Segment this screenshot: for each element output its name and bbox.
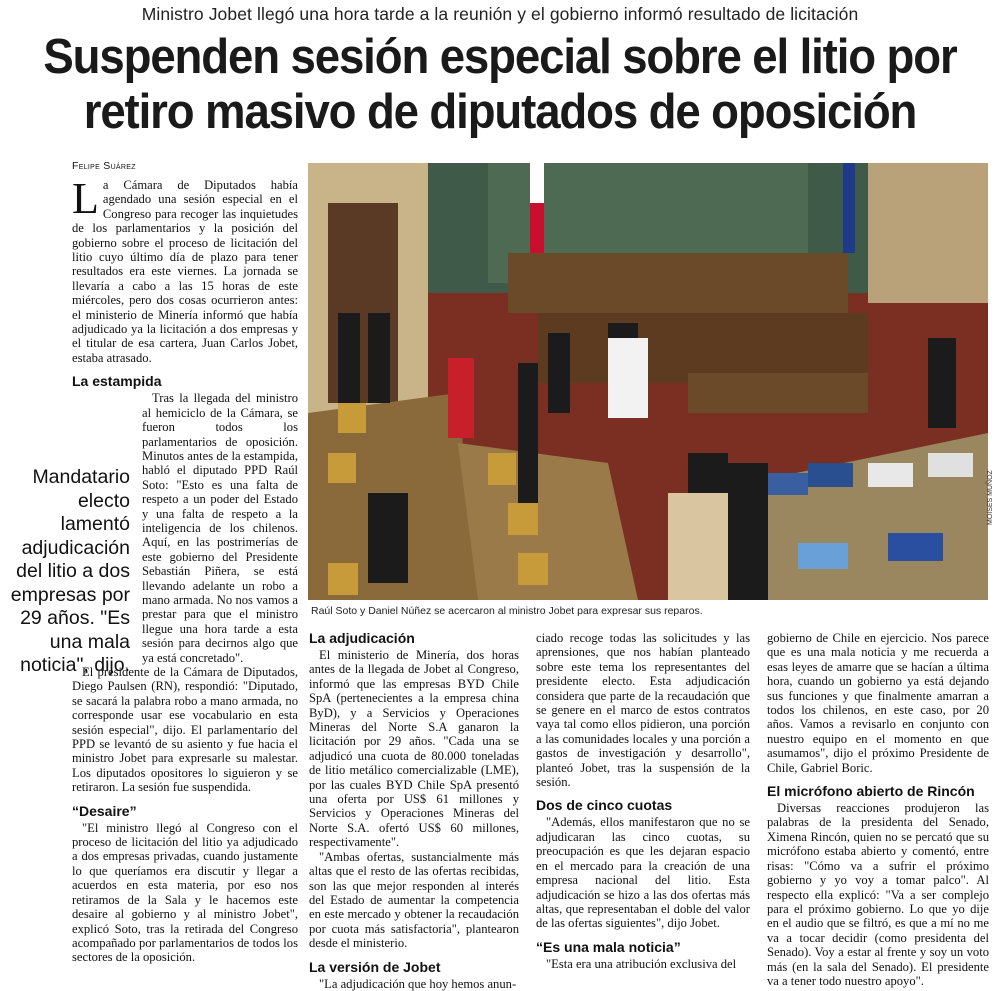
subhead-estampida: La estampida [72,373,162,390]
paragraph: Diversas reacciones produjeron las palabras de la presidenta del Senado, Ximena Rincón, quien no se percató que su micrófono estaba abierto y comentó, entre risas: "Cómo va a sufrir el próximo gobierno y yo voy a tomar palco". Al respecto ella explicó: "Va a ser complejo para el próximo gobierno. Lo que yo dije en el audio que se filtró, es que a mí no me va a tocar decidir (como presidenta del Senado). Voy a estar al frente y soy un voto más (en la sala del Senado). El presidente va a tener todo nuestro apoyo". [767,801,989,988]
paragraph: El ministerio de Minería, dos horas antes de la llegada de Jobet al Congreso, informó que las empresas BYD Chile SpA (pertenecientes a la empresa china ByD), y a Servicios y Operaciones Mineras del Norte S.A ganaron la licitación por 29 años. "Cada una se adjudicó una cuota de 80.000 toneladas de litio metálico comercializable (LME), por las cuales BYD Chile SpA presentó una oferta por US$ 61 millones y Servicios y Operaciones Mineras del Norte S.A. ofertó US$ 60 millones, respectivamente". [309,648,519,850]
paragraph: El presidente de la Cámara de Diputados, Diego Paulsen (RN), respondió: "Diputado, se sacará la palabra robo a mano armada, no corresponde usar ese vocabulario en esta sesión especial", dijo. El parlamentario del PPD se levantó de su asiento y fue hacia el ministro Jobet para expresarle su malestar. Los diputados opositores lo siguieron y se retiraron. La sesión fue suspendida. [72,665,298,795]
drop-cap: L [72,174,99,223]
subhead-desaire: “Desaire” [72,802,137,819]
paragraph: "Además, ellos manifestaron que no se adjudicaran las cinco cuotas, su preocupación es que les dejaran espacio en el mercado para la creación de una empresa nacional del litio. Esta adjudicación se hizo a las dos ofertas más altas, que representaban el doble del valor de las ofertas siguientes", dijo Jobet. [536,815,750,931]
chamber-photo [308,163,988,600]
subhead-version-jobet: La versión de Jobet [309,958,441,975]
paragraph: "El ministro llegó al Congreso con el proceso de licitación del litio ya adjudicado a dos empresas privadas, cuando justamente lo que queríamos era discutir y llegar a acuerdos en esta materia, por eso nos retiramos de la Sala y le hacemos este desaire al gobierno y al ministro Jobet", explicó Soto, tras la retirada del Congreso acompañado por parlamentarios de todos los sectores de la oposición. [72,820,298,965]
paragraph: "La adjudicación que hoy hemos anun- [319,976,517,991]
headline: Suspenden sesión especial sobre el litio por retiro masivo de diputados de oposición [43,30,957,139]
paragraph: gobierno de Chile en ejercicio. Nos parece que es una mala noticia y me recuerda a esas leyes de amarre que se hacían a última hora, cuando un gobierno ya está dejando sus funciones y que finalmente amarran a todos los chilenos, en este caso, por 20 años. Vamos a revisarlo en conjunto con nuestro equipo en el momento en que asumamos", dijo el próximo Presidente de Chile, Gabriel Boric. [767,631,989,775]
subhead-mala-noticia: “Es una mala noticia” [536,938,681,955]
subhead-microfono: El micrófono abierto de Rincón [767,783,975,800]
article-column-3 [536,631,750,971]
photo-illustration [308,163,988,600]
pull-quote: Mandatario electo lamentó adjudicación del litio a dos empresas por 29 años. "Es una mala noticia", dijo. [10,466,130,676]
paragraph: "Esta era una atribución exclusiva del [546,956,737,971]
photo-credit: MOISES MUÑOZ [987,470,994,525]
paragraph: Tras la llegada del ministro al hemiciclo de la Cámara, se fueron todos los parlamentarios de oposición. Minutos antes de la estampida, habló el diputado PPD Raúl Soto: "Esto es una falta de respeto a un poder del Estado y una falta de respeto a la inteligencia de los chilenos. Aquí, en las postrimerías de este gobierno del Presidente Sebastián Piñera, se está llevando adelante un robo a mano armada. No nos vamos a prestar para que el ministro llegue una hora tarde a esta sesión para decirnos algo que ya está concretado". [142,391,298,665]
byline: Felipe Suárez [72,160,136,172]
article-column-2 [309,627,519,991]
article-column-4 [767,631,989,988]
subhead-dos-cuotas: Dos de cinco cuotas [536,797,673,814]
photo-caption: Raúl Soto y Daniel Núñez se acercaron al ministro Jobet para expresar sus reparos. [311,605,703,617]
kicker: Ministro Jobet llegó una hora tarde a la reunión y el gobierno informó resultado de licitación [141,4,859,24]
subhead-adjudicacion: La adjudicación [309,630,415,646]
paragraph: La Cámara de Diputados había agendado una sesión especial en el Congreso para recoger las inquietudes de los parlamentarios y la posición del gobierno sobre el proceso de licitación del litio cuyo último día de plazo para tener resultados era este viernes. La jornada se llevaría a cabo a las 15 horas de este miércoles, pero dos cosas ocurrieron antes: el ministerio de Minería informó que había adjudicado ya la licitación a dos empresas y el titular de esa cartera, Juan Carlos Jobet, estaba atrasado. [72,174,298,365]
paragraph: ciado recoge todas las solicitudes y las aprensiones, que nos habían planteado sobre este tema los representantes del presidente electo. Esta adjudicación considera que parte de la recaudación que se genere en el marco de estos contratos vaya tal como ellos pidieron, una porción a las comunidades locales y una porción a gastos de investigación y desarrollo", planteó Jobet, tras la suspensión de la sesión. [536,631,750,790]
paragraph: "Ambas ofertas, sustancialmente más altas que el resto de las ofertas recibidas, son las que mejor responden al interés del Estado de aumentar la competencia en este mercado y obtener la recaudación por cuota más satisfactoria", plantearon desde el ministerio. [309,849,519,951]
